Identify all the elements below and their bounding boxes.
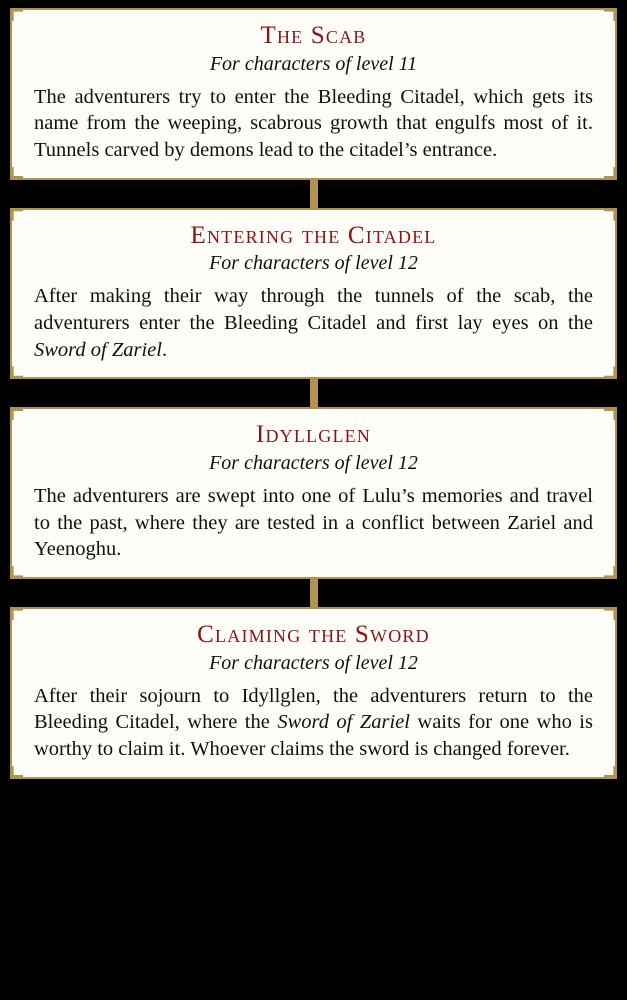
card-body-text (34, 683, 593, 763)
corner-ornament-icon (604, 8, 617, 21)
card-body-tail: waits for one who is worthy to claim it. Whoever claims the sword is changed forever. (34, 711, 593, 761)
corner-ornament-icon (10, 208, 23, 221)
card-title: The Scab (260, 22, 367, 49)
card-body-text: The adventurers try to enter the Bleeding Citadel, which gets its name from the weeping, scabrous growth that engulfs most of it. Tunnels carved by demons lead to the citadel’s entrance. (34, 85, 593, 162)
card-level-subtitle: For characters of level 12 (209, 252, 418, 275)
corner-ornament-icon (604, 766, 617, 779)
corner-ornament-icon (604, 208, 617, 221)
corner-ornament-icon (10, 366, 23, 379)
corner-ornament-icon (10, 407, 23, 420)
card-body-italic-term: Sword of Zariel (34, 338, 162, 361)
card-body-lead: After making their way through the tunnels of the scab, the adventurers enter the Bleeding Citadel and first lay eyes on the (34, 285, 593, 335)
corner-ornament-icon (604, 607, 617, 620)
flow-connector (310, 379, 318, 407)
flow-connector (310, 579, 318, 607)
card-body-italic-term: Sword of Zariel (277, 711, 410, 734)
card-body-text (34, 283, 593, 363)
card-body-tail: . (161, 338, 168, 361)
corner-ornament-icon (10, 167, 23, 180)
corner-ornament-icon (10, 8, 23, 21)
corner-ornament-icon (10, 566, 23, 579)
flow-card-entering-the-citadel (10, 208, 617, 380)
card-title: Idyllglen (255, 421, 372, 449)
card-title: Entering the Citadel (190, 221, 437, 249)
flow-connector (310, 180, 318, 208)
corner-ornament-icon (10, 607, 23, 620)
corner-ornament-icon (604, 407, 617, 420)
card-level-subtitle: For characters of level 12 (209, 452, 418, 475)
corner-ornament-icon (604, 566, 617, 579)
flow-card-idyllglen (10, 407, 617, 579)
flow-card-claiming-the-sword (10, 607, 617, 779)
card-title: Claiming the Sword (197, 621, 430, 649)
card-body-text: The adventurers are swept into one of Lulu’s memories and travel to the past, where they are tested in a conflict between Zariel and Yeenoghu. (34, 485, 593, 561)
card-body-lead: After their sojourn to Idyllglen, the adventurers return to the Bleeding Citadel, where the (34, 684, 593, 734)
flow-card-the-scab (10, 8, 617, 180)
corner-ornament-icon (604, 167, 617, 180)
card-level-subtitle: For characters of level 12 (209, 651, 418, 674)
corner-ornament-icon (10, 766, 23, 779)
card-level-subtitle: For characters of level 11 (209, 52, 418, 75)
corner-ornament-icon (604, 366, 617, 379)
